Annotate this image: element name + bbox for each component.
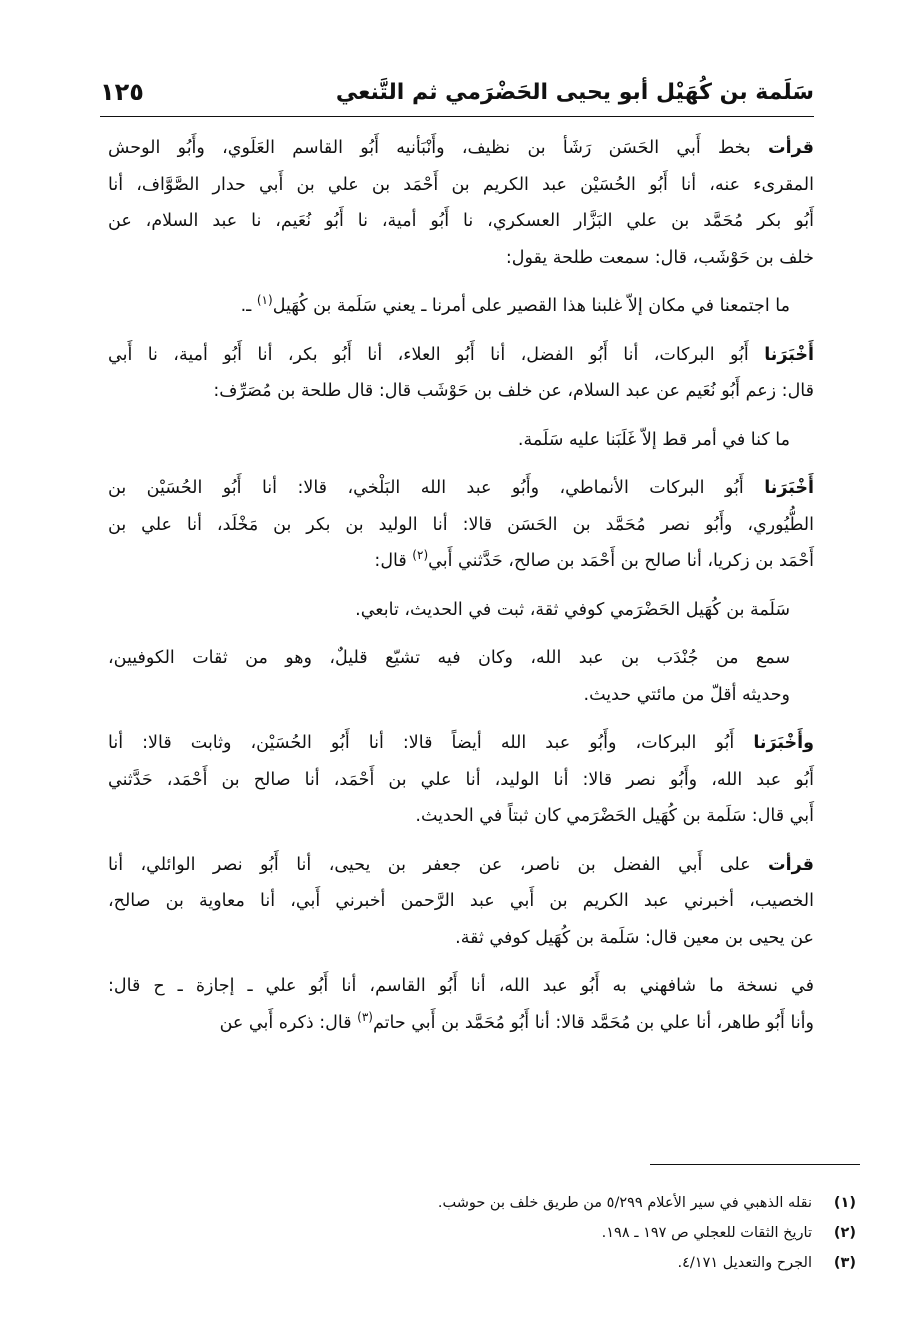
text-line — [108, 470, 814, 507]
line-text: على أَبي الفضل بن ناصر، عن جعفر بن يحيى، أنا أَبُو نصر الوائلي، أنا — [108, 854, 751, 875]
text-line — [108, 762, 814, 799]
narration-paragraph — [108, 725, 814, 835]
text-line — [108, 968, 814, 1005]
line-text: قال: زعم أَبُو نُعَيم عن عبد السلام، عن خلف بن حَوْشَب قال: قال طلحة بن مُصَرِّف: — [213, 381, 814, 401]
narration-paragraph — [108, 337, 814, 410]
line-text: سَلَمة بن كُهَيل الحَضْرَمي كوفي ثقة، ثبت في الحديث، تابعي. — [355, 599, 790, 620]
chain-keyword: أَخْبَرَنا — [764, 478, 814, 498]
footnote-text: نقله الذهبي في سير الأعلام ٥/٢٩٩ من طريق خلف بن حوشب. — [437, 1195, 812, 1211]
chain-keyword: قرأت — [768, 854, 814, 875]
text-line — [108, 920, 814, 957]
line-text: الخصيب، أخبرني عبد الكريم بن أَبي عبد الرَّحمن أخبرني أَبي، أنا معاوية بن صالح، — [108, 891, 814, 911]
line-tail: قال: ذكره أَبي عن — [219, 1012, 358, 1033]
text-line — [108, 883, 814, 920]
line-text: أَبُو بكر مُحَمَّد بن علي البَزَّار العسكري، نا أَبُو أمية، نا أَبُو نُعَيم، نا عبد السلام، عن — [108, 211, 814, 231]
narration-paragraph — [108, 470, 814, 580]
text-line — [108, 543, 814, 580]
footnote-rule — [650, 1164, 860, 1165]
text-line — [108, 677, 814, 714]
footnote-reference[interactable]: (١) — [256, 293, 273, 308]
running-title: سَلَمة بن كُهَيْل أبو يحيى الحَضْرَمي ثم التَّنعي — [335, 79, 814, 105]
line-tail: ـ. — [240, 296, 257, 316]
line-text: أَبُو عبد الله، وأَبُو نصر قالا: أنا الوليد، أنا علي بن أَحْمَد، أنا صالح بن أَحْمَد، حَدَّثني — [108, 769, 814, 790]
quotation-paragraph — [108, 288, 814, 325]
footnote-number: (٣) — [833, 1255, 856, 1271]
text-line — [108, 422, 814, 459]
text-line — [108, 203, 814, 240]
line-text: في نسخة ما شافهني به أَبُو عبد الله، أنا أَبُو القاسم، أنا أَبُو علي ـ إجازة ـ ح قال: — [108, 976, 814, 996]
footnote-text: تاريخ الثقات للعجلي ص ١٩٧ ـ ١٩٨. — [601, 1225, 812, 1241]
page-header — [100, 70, 814, 114]
chain-keyword: أَخْبَرَنا — [764, 344, 814, 365]
footnote — [108, 1248, 856, 1278]
footnote-reference[interactable]: (٢) — [412, 548, 429, 563]
quotation-paragraph — [108, 422, 814, 459]
footnotes — [108, 1188, 856, 1278]
text-line — [108, 798, 814, 835]
header-rule — [100, 116, 814, 117]
line-text: ما كنا في أمر قط إلاّ غَلَبَنا عليه سَلَمة. — [517, 429, 790, 450]
line-text: وحديثه أقلّ من مائتي حديث. — [583, 684, 790, 705]
footnote — [108, 1188, 856, 1218]
line-text: سمع من جُنْدَب بن عبد الله، وكان فيه تشيّع قليلٌ، وهو من ثقات الكوفيين، — [108, 648, 790, 668]
line-text: ما اجتمعنا في مكان إلاّ غلبنا هذا القصير على أمرنا ـ يعني سَلَمة بن كُهَيل — [272, 296, 790, 316]
page-number: ١٢٥ — [100, 78, 144, 106]
text-line — [108, 507, 814, 544]
text-line — [108, 373, 814, 410]
line-text: أَبي قال: سَلَمة بن كُهَيل الحَضْرَمي كان ثبتاً في الحديث. — [415, 806, 814, 826]
text-line — [108, 640, 814, 677]
text-line — [108, 847, 814, 884]
narration-paragraph — [108, 847, 814, 957]
text-line — [108, 1005, 814, 1042]
body-text — [108, 130, 814, 1053]
footnote-reference[interactable]: (٣) — [357, 1009, 373, 1024]
text-line — [108, 337, 814, 374]
line-text: عن يحيى بن معين قال: سَلَمة بن كُهَيل كوفي ثقة. — [455, 927, 814, 948]
text-line — [108, 130, 814, 167]
footnote — [108, 1218, 856, 1248]
line-text: بخط أَبي الحَسَن رَشَأ بن نظيف، وأَنْبَأنيه أَبُو القاسم العَلَوي، وأَبُو الوحش — [108, 138, 751, 158]
chain-keyword: وأَخْبَرَنا — [753, 733, 814, 753]
line-text: أَبُو البركات، أنا أَبُو الفضل، أنا أَبُو العلاء، أنا أَبُو بكر، أنا أَبُو أمية، نا أَبي — [108, 344, 749, 365]
narration-paragraph — [108, 130, 814, 276]
narration-paragraph — [108, 968, 814, 1041]
line-text: أَحْمَد بن زكريا، أنا صالح بن أَحْمَد بن صالح، حَدَّثني أَبي — [428, 551, 814, 571]
line-text: المقرىء عنه، أنا أَبُو الحُسَيْن عبد الكريم بن أَحْمَد بن علي بن أَبي حدار الصَّوَّاف، أنا — [108, 174, 814, 195]
text-line — [108, 592, 814, 629]
chain-keyword: قرأت — [768, 138, 814, 158]
footnote-number: (٢) — [833, 1225, 856, 1241]
quotation-paragraph — [108, 592, 814, 629]
text-line — [108, 167, 814, 204]
footnote-number: (١) — [833, 1195, 856, 1211]
quotation-paragraph — [108, 640, 814, 713]
footnote-text: الجرح والتعديل ٤/١٧١. — [677, 1255, 812, 1271]
line-text: خلف بن حَوْشَب، قال: سمعت طلحة يقول: — [505, 247, 814, 268]
text-line — [108, 725, 814, 762]
line-text: وأنا أَبُو طاهر، أنا علي بن مُحَمَّد قالا: أنا أَبُو مُحَمَّد بن أَبي حاتم — [372, 1012, 814, 1033]
line-text: الطُّيُوري، وأَبُو نصر مُحَمَّد بن الحَسَن قالا: أنا الوليد بن بكر بن مَخْلَد، أنا علي بن — [108, 514, 814, 535]
text-line — [108, 288, 814, 325]
line-text: أَبُو البركات، وأَبُو عبد الله أيضاً قالا: أنا أَبُو الحُسَيْن، وثابت قالا: أنا — [108, 733, 735, 753]
line-tail: قال: — [374, 551, 413, 571]
line-text: أَبُو البركات الأنماطي، وأَبُو عبد الله البَلْخي، قالا: أنا أَبُو الحُسَيْن بن — [108, 478, 744, 498]
text-line — [108, 240, 814, 277]
